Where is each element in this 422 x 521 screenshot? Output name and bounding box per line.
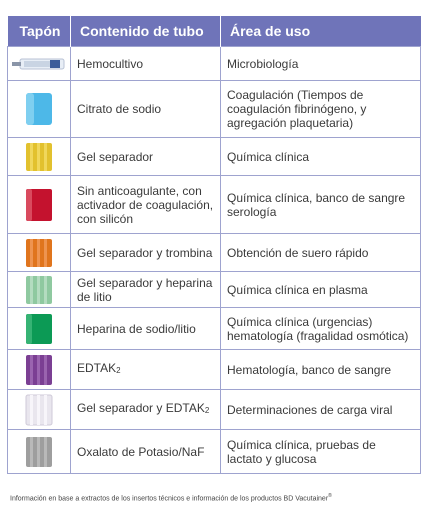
cap-cell <box>8 138 71 176</box>
footnote-text: Información en base a extractos de los insertos técnicos e información de los productos BD Vacutainer <box>10 495 329 503</box>
use-cell: Química clínica, banco de sangre serología <box>221 176 421 234</box>
content-subscript: 2 <box>116 366 121 375</box>
footnote <box>10 493 332 502</box>
cap-cell <box>8 234 71 272</box>
content-subscript: 2 <box>204 406 210 415</box>
gold-cap-icon <box>24 142 54 172</box>
header-cap: Tapón <box>8 16 71 47</box>
orange-cap-icon <box>24 238 54 268</box>
use-cell: Coagulación (Tiempos de coagulación fibrinógeno, y agregación plaquetaria) <box>221 81 421 138</box>
content-cell: Hemocultivo <box>71 47 221 81</box>
cap-cell <box>8 272 71 308</box>
content-cell <box>71 350 221 390</box>
green-cap-icon <box>24 313 54 345</box>
light-blue-cap-icon <box>24 92 54 126</box>
cap-cell <box>8 176 71 234</box>
lavender-cap-icon <box>24 354 54 386</box>
table-row <box>8 350 421 390</box>
red-cap-icon <box>24 188 54 222</box>
content-cell: Gel separador <box>71 138 221 176</box>
content-cell: Oxalato de Potasio/NaF <box>71 430 221 474</box>
tube-table <box>7 16 421 474</box>
table-row <box>8 138 421 176</box>
cap-cell <box>8 350 71 390</box>
content-cell: Heparina de sodio/litio <box>71 308 221 350</box>
table-row <box>8 272 421 308</box>
gray-cap-icon <box>24 436 54 468</box>
use-cell: Hematología, banco de sangre <box>221 350 421 390</box>
table-row <box>8 390 421 430</box>
cap-cell <box>8 308 71 350</box>
use-cell: Química clínica (urgencias) hematología (fragalidad osmótica) <box>221 308 421 350</box>
header-use: Área de uso <box>221 16 421 47</box>
table-row <box>8 81 421 138</box>
header-row <box>8 16 421 47</box>
use-cell: Obtención de suero rápido <box>221 234 421 272</box>
cap-cell <box>8 81 71 138</box>
blood-culture-bottle-icon <box>10 56 68 72</box>
cap-cell <box>8 390 71 430</box>
table-row <box>8 176 421 234</box>
use-cell: Microbiología <box>221 47 421 81</box>
header-content: Contenido de tubo <box>71 16 221 47</box>
content-text: Gel separador y EDTAK <box>77 401 205 415</box>
cap-cell <box>8 430 71 474</box>
content-cell <box>71 390 221 430</box>
use-cell: Química clínica en plasma <box>221 272 421 308</box>
content-cell: Citrato de sodio <box>71 81 221 138</box>
table-row <box>8 430 421 474</box>
content-cell: Gel separador y heparina de litio <box>71 272 221 308</box>
content-text: EDTAK <box>77 361 117 375</box>
white-cap-icon <box>24 394 54 426</box>
content-cell: Sin anticoagulante, con activador de coagulación, con silicón <box>71 176 221 234</box>
table-row <box>8 308 421 350</box>
table-row <box>8 47 421 81</box>
content-cell: Gel separador y trombina <box>71 234 221 272</box>
light-green-cap-icon <box>24 275 54 305</box>
use-cell: Determinaciones de carga viral <box>221 390 421 430</box>
table-row <box>8 234 421 272</box>
cap-cell <box>8 47 71 81</box>
use-cell: Química clínica, pruebas de lactato y glucosa <box>221 430 421 474</box>
use-cell: Química clínica <box>221 138 421 176</box>
registered-mark: ® <box>328 493 332 499</box>
